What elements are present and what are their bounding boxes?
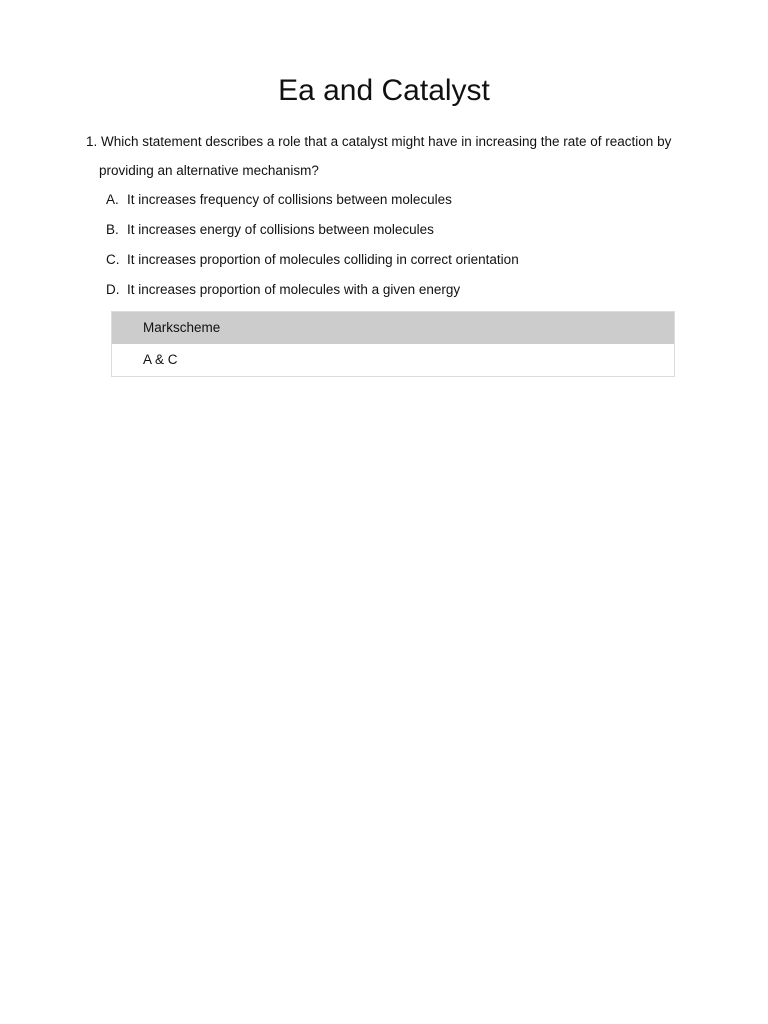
option-letter: A.	[106, 192, 119, 207]
question-text-line-1: Which statement describes a role that a catalyst might have in increasing the rate of reaction by	[101, 134, 672, 149]
option-letter: D.	[106, 282, 120, 297]
option-text: It increases energy of collisions between molecules	[127, 222, 434, 237]
question-number: 1.	[86, 134, 98, 149]
answer-options	[106, 186, 686, 306]
option-d	[106, 276, 686, 306]
question-line-1	[86, 127, 696, 156]
option-c	[106, 246, 686, 276]
question	[86, 127, 696, 185]
markscheme-answer: A & C	[112, 344, 674, 376]
option-letter: B.	[106, 222, 119, 237]
markscheme-header: Markscheme	[112, 312, 674, 344]
option-letter: C.	[106, 252, 120, 267]
page-title: Ea and Catalyst	[278, 74, 490, 107]
option-a	[106, 186, 686, 216]
question-text-line-2: providing an alternative mechanism?	[99, 163, 319, 178]
option-text: It increases proportion of molecules with a given energy	[127, 282, 461, 297]
option-text: It increases proportion of molecules colliding in correct orientation	[127, 252, 519, 267]
markscheme-box	[111, 311, 675, 377]
option-text: It increases frequency of collisions between molecules	[127, 192, 452, 207]
option-b	[106, 216, 686, 246]
